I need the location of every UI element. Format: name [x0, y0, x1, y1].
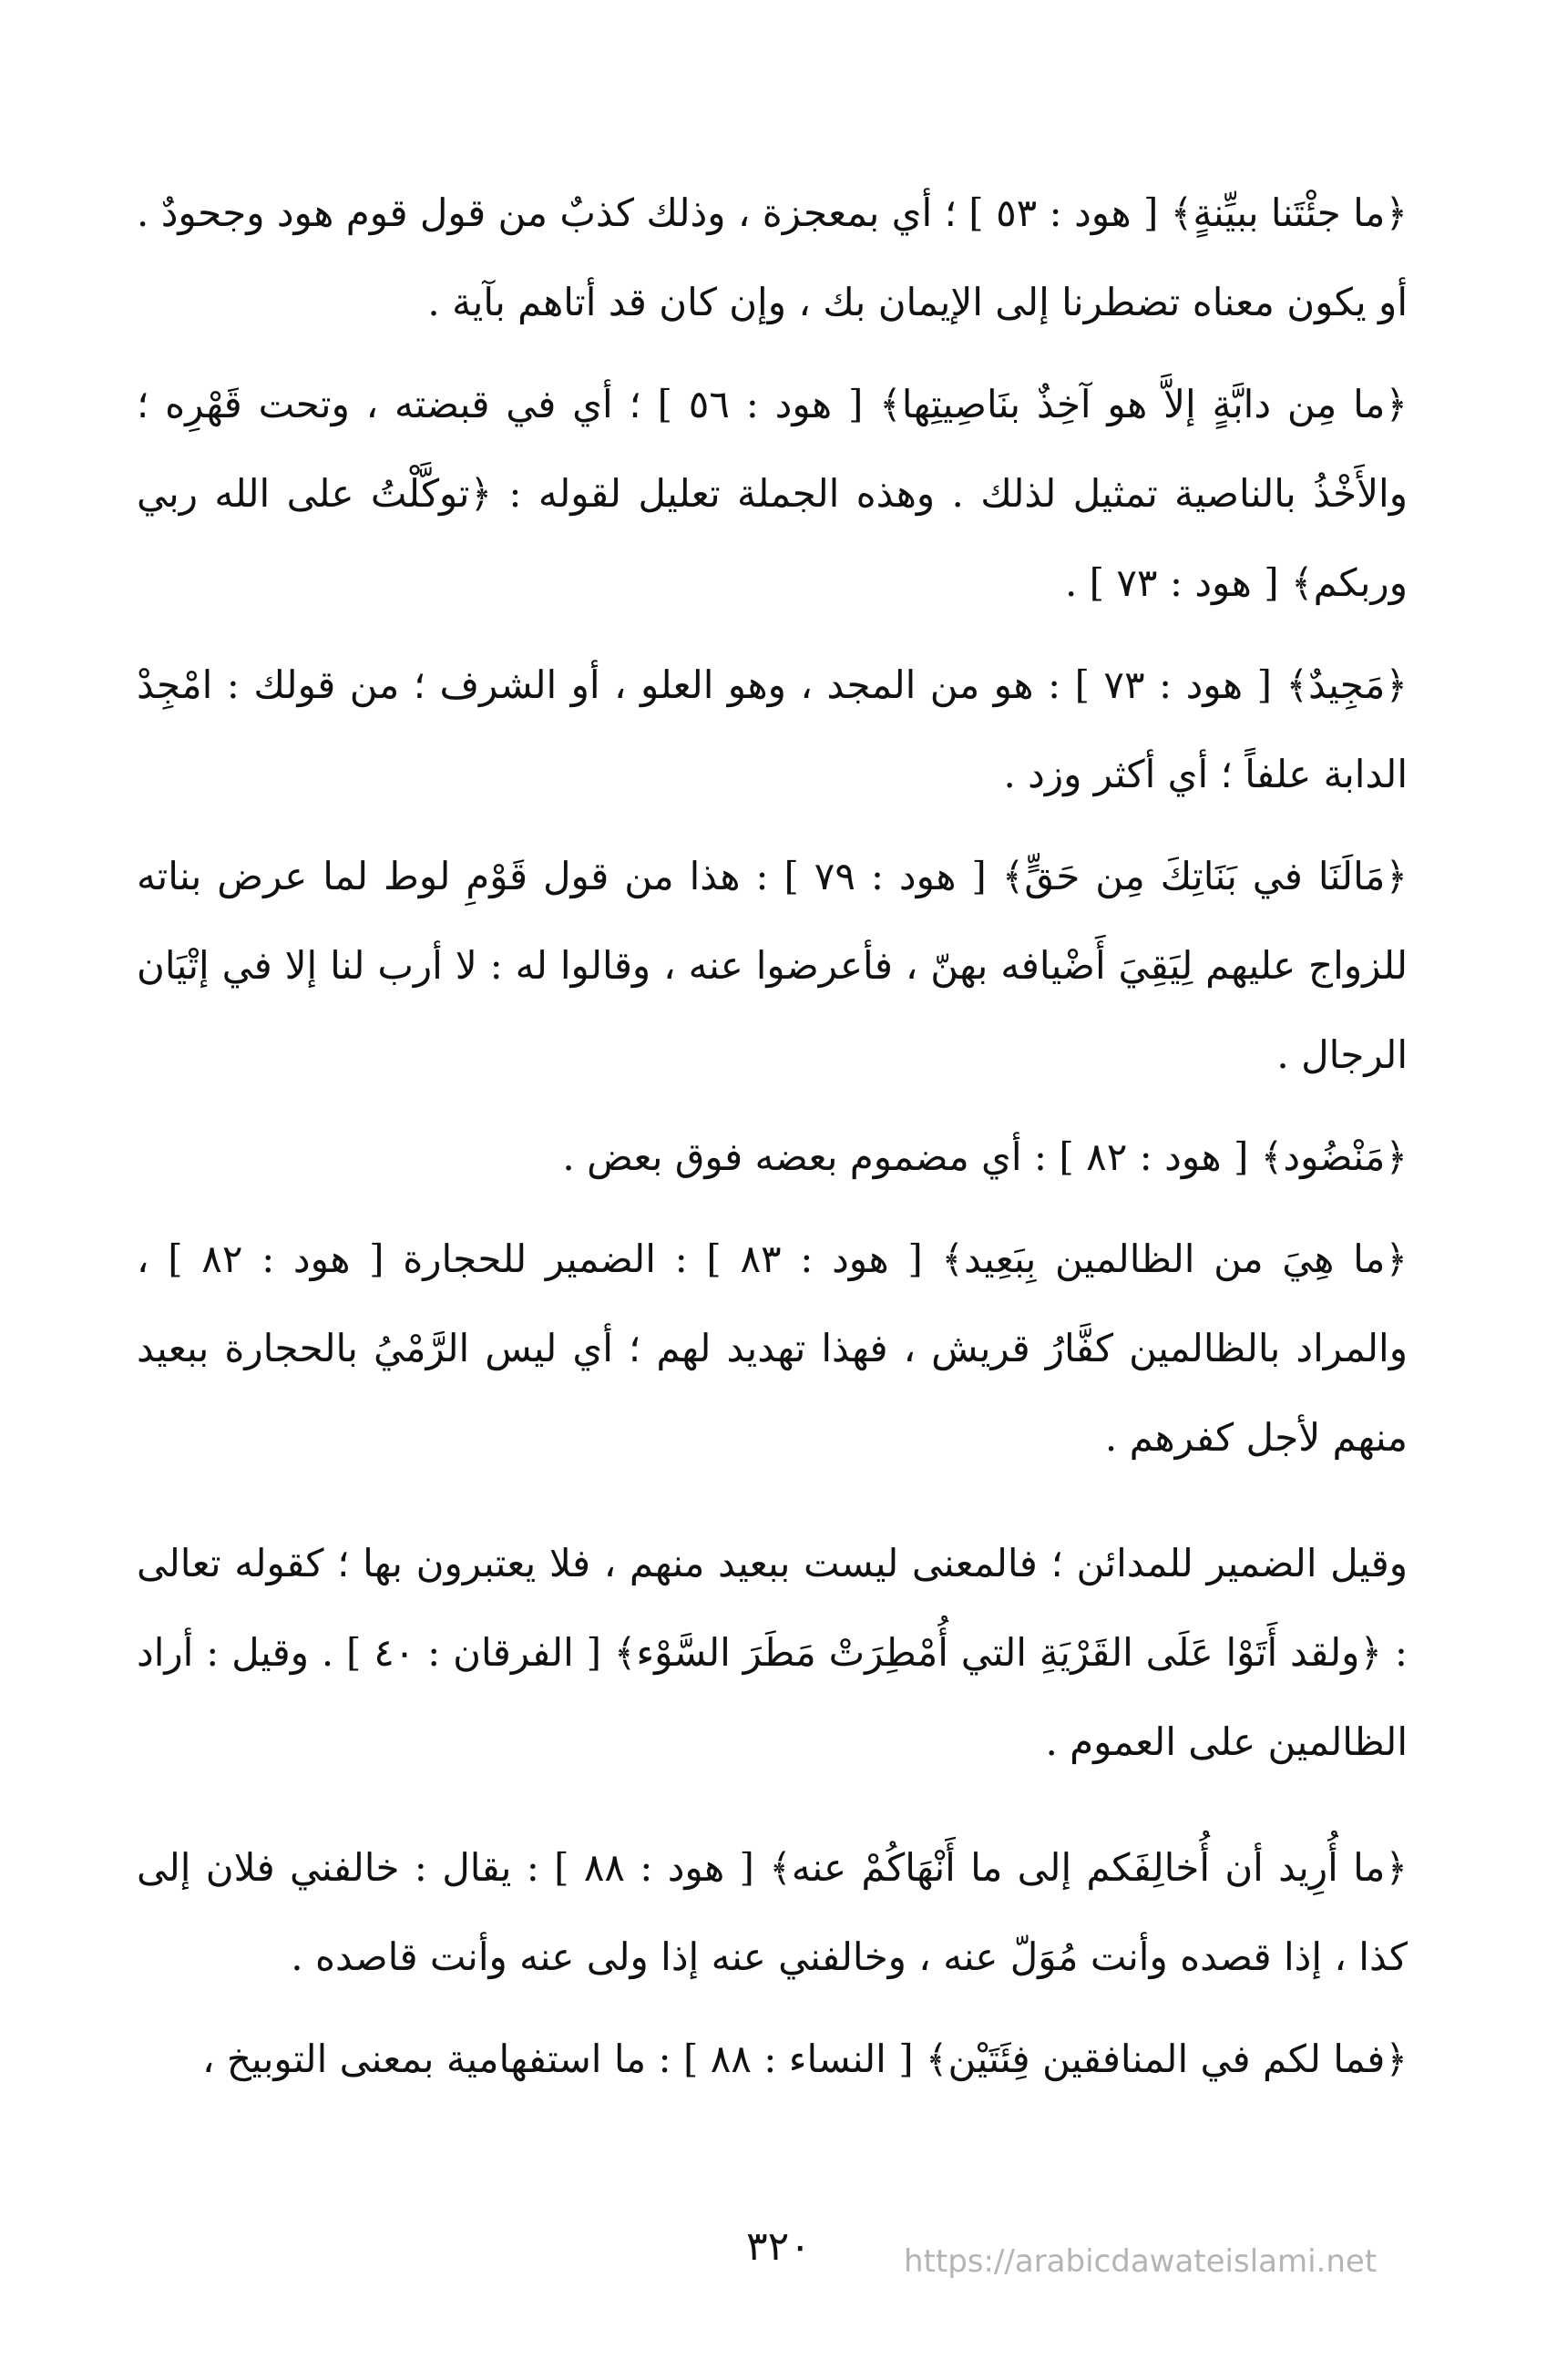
page-body	[137, 169, 1408, 2117]
paragraph-2: ﴿ما مِن دابَّةٍ إلاَّ هو آخِذٌ بنَاصِيتِها﴾ [ هود : ٥٦ ] ؛ أي في قبضته ، وتحت قَهْرِه ؛ والأَخْذُ بالناصية تمثيل لذلك . وهذه الجملة تعليل لقوله : ﴿توكَّلْتُ على الله ربي وربكم﴾ [ هود : ٧٣ ] .	[137, 382, 1408, 605]
paragraph-4: ﴿مَالَنَا في بَنَاتِكَ مِن حَقٍّ﴾ [ هود : ٧٩ ] : هذا من قول قَوْمِ لوط لما عرض بناته للزواج عليهم لِيَقِيَ أَضْيافه بهنّ ، فأعرضوا عنه ، وقالوا له : لا أرب لنا إلا في إتْيَان الرجال .	[137, 854, 1408, 1077]
paragraph-1: ﴿ما جئْتَنا ببيِّنةٍ﴾ [ هود : ٥٣ ] ؛ أي بمعجزة ، وذلك كذبٌ من قول قوم هود وجحودٌ . أو يكون معناه تضطرنا إلى الإيمان بك ، وإن كان قد أتاهم بآية .	[137, 190, 1408, 324]
watermark-url: https://arabicdawateislami.net	[904, 2243, 1378, 2280]
paragraph-8: ﴿ما أُرِيد أن أُخالِفَكم إلى ما أَنْهَاكُمْ عنه﴾ [ هود : ٨٨ ] : يقال : خالفني فلان إلى كذا ، إذا قصده وأنت مُوَلّ عنه ، وخالفني عنه إذا ولى عنه وأنت قاصده .	[137, 1845, 1408, 1979]
page-number: ٣٢٠	[746, 2223, 811, 2270]
paragraph-9: ﴿فما لكم في المنافقين فِئَتَيْن﴾ [ النساء : ٨٨ ] : ما استفهامية بمعنى التوبيخ ،	[202, 2036, 1408, 2081]
paragraph-5: ﴿مَنْضُود﴾ [ هود : ٨٢ ] : أي مضموم بعضه فوق بعض .	[562, 1134, 1408, 1179]
paragraph-6: ﴿ما هِيَ من الظالمين بِبَعِيد﴾ [ هود : ٨٣ ] : الضمير للحجارة [ هود : ٨٢ ] ، والمراد بالظالمين كفَّارُ قريش ، فهذا تهديد لهم ؛ أي ليس الرَّمْيُ بالحجارة ببعيد منهم لأجل كفرهم .	[137, 1236, 1408, 1460]
paragraph-7: وقيل الضمير للمدائن ؛ فالمعنى ليست ببعيد منهم ، فلا يعتبرون بها ؛ كقوله تعالى : ﴿ولقد أَتَوْا عَلَى القَرْيَةِ التي أُمْطِرَتْ مَطَرَ السَّوْء﴾ [ الفرقان : ٤٠ ] . وقيل : أراد الظالمين على العموم .	[137, 1541, 1408, 1764]
paragraph-3: ﴿مَجِيدٌ﴾ [ هود : ٧٣ ] : هو من المجد ، وهو العلو ، أو الشرف ؛ من قولك : امْجِدْ الدابة علفاً ؛ أي أكثر وزد .	[137, 662, 1408, 796]
